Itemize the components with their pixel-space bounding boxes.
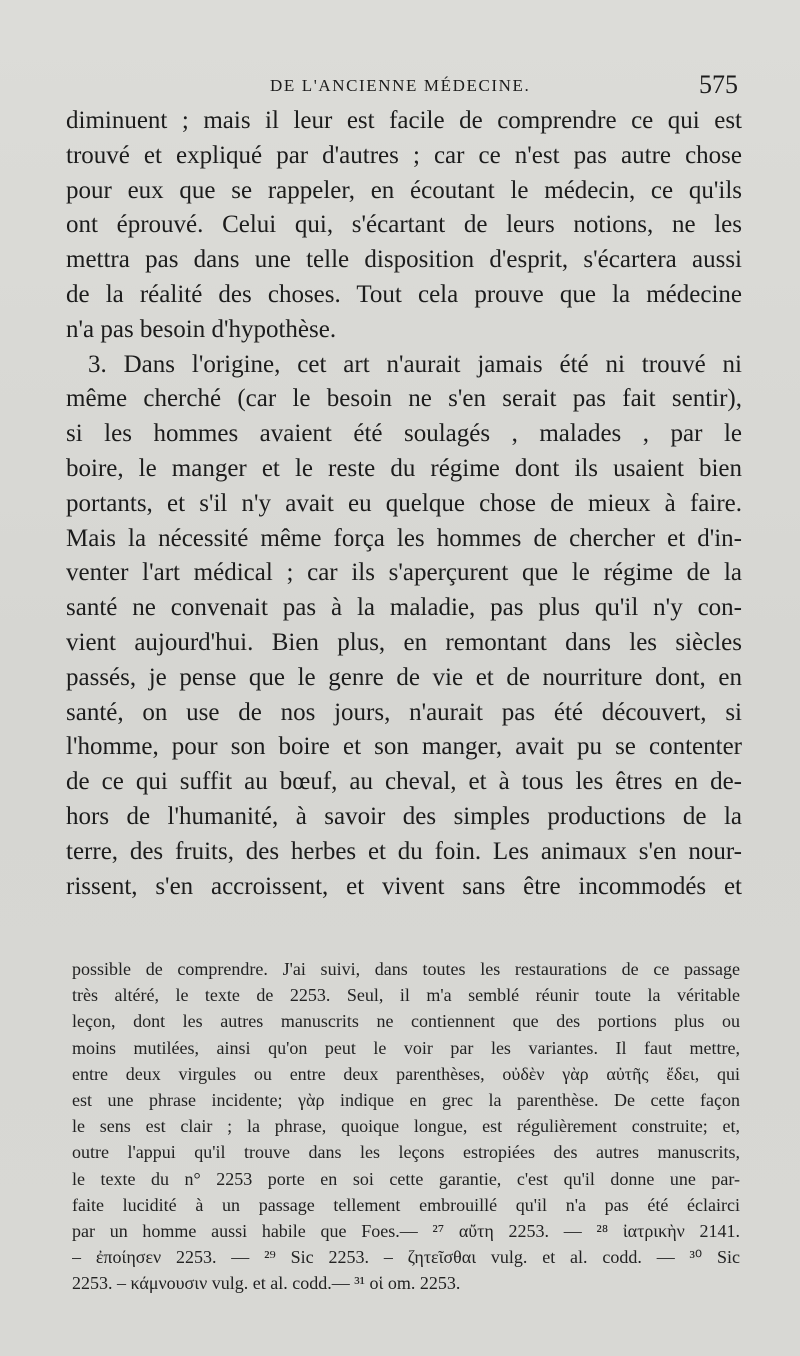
text-line: 3. Dans l'origine, cet art n'aurait jamais été ni trouvé ni bbox=[88, 350, 742, 378]
text-line: ont éprouvé. Celui qui, s'écartant de leurs notions, ne les bbox=[66, 211, 742, 239]
text-line: Mais la nécessité même força les hommes de chercher et d'in- bbox=[66, 524, 742, 552]
text-line: portants, et s'il n'y avait eu quelque chose de mieux à faire. bbox=[66, 489, 742, 517]
text-line: si les hommes avaient été soulagés , malades , par le bbox=[66, 420, 742, 448]
text-line: vient aujourd'hui. Bien plus, en remontant dans les siècles bbox=[66, 628, 742, 656]
text-line: mettra pas dans une telle disposition d'esprit, s'écartera aussi bbox=[66, 246, 742, 274]
footnotes bbox=[72, 956, 740, 1296]
footnote-line: entre deux virgules ou entre deux parenthèses, οὐδὲν γὰρ αὐτῆς ἔδει, qui bbox=[72, 1063, 740, 1084]
footnote-line: outre l'appui qu'il trouve dans les leçons estropiées des autres manuscrits, bbox=[72, 1142, 740, 1163]
text-line: trouvé et expliqué par d'autres ; car ce n'est pas autre chose bbox=[66, 141, 742, 169]
text-line: même cherché (car le besoin ne s'en serait pas fait sentir), bbox=[66, 385, 742, 413]
text-line: hors de l'humanité, à savoir des simples productions de la bbox=[66, 802, 742, 830]
text-line: pour eux que se rappeler, en écoutant le médecin, ce qu'ils bbox=[66, 176, 742, 204]
footnote-line: très altéré, le texte de 2253. Seul, il m'a semblé réunir toute la véritable bbox=[72, 985, 740, 1006]
text-line: terre, des fruits, des herbes et du foin. Les animaux s'en nour- bbox=[66, 837, 742, 865]
text-line: santé ne convenait pas à la maladie, pas plus qu'il n'y con- bbox=[66, 594, 742, 622]
text-line: de ce qui suffit au bœuf, au cheval, et à tous les êtres en de- bbox=[66, 768, 742, 796]
text-line: rissent, s'en accroissent, et vivent sans être incommodés et bbox=[66, 872, 742, 900]
text-line: diminuent ; mais il leur est facile de comprendre ce qui est bbox=[66, 107, 742, 134]
text-line: boire, le manger et le reste du régime dont ils usaient bien bbox=[66, 454, 742, 482]
footnote-line: – ἐποίησεν 2253. — ²⁹ Sic 2253. – ζητεῖσθαι vulg. et al. codd. — ³⁰ Sic bbox=[72, 1247, 740, 1268]
running-title: DE L'ANCIENNE MÉDECINE. bbox=[270, 76, 531, 95]
text-line: passés, je pense que le genre de vie et de nourriture dont, en bbox=[66, 663, 742, 691]
footnote-line: faite lucidité à un passage tellement embrouillé qu'il n'a pas été éclairci bbox=[72, 1194, 740, 1215]
page-number: 575 bbox=[699, 70, 738, 99]
main-text bbox=[66, 104, 742, 904]
footnote-line: le sens est clair ; la phrase, quoique longue, est régulièrement construite; et, bbox=[72, 1116, 740, 1137]
footnote-line: par un homme aussi habile que Foes.— ²⁷ αὔτη 2253. — ²⁸ ἰατρικὴν 2141. bbox=[72, 1220, 740, 1241]
text-line: l'homme, pour son boire et son manger, avait pu se contenter bbox=[66, 733, 742, 761]
footnote-line: est une phrase incidente; γὰρ indique en grec la parenthèse. De cette façon bbox=[72, 1089, 740, 1110]
footnote-line: 2253. – κάμνουσιν vulg. et al. codd.— ³¹ οἱ om. 2253. bbox=[72, 1273, 461, 1294]
footnote-line: possible de comprendre. J'ai suivi, dans toutes les restaurations de ce passage bbox=[72, 959, 740, 979]
text-line: santé, on use de nos jours, n'aurait pas été découvert, si bbox=[66, 698, 742, 726]
text-line: n'a pas besoin d'hypothèse. bbox=[66, 315, 337, 343]
text-line: venter l'art médical ; car ils s'aperçurent que le régime de la bbox=[66, 559, 742, 587]
footnote-line: leçon, dont les autres manuscrits ne contiennent que des portions plus ou bbox=[72, 1011, 740, 1032]
text-line: de la réalité des choses. Tout cela prouve que la médecine bbox=[66, 280, 742, 308]
footnote-line: moins mutilées, ainsi qu'on peut le voir par les variantes. Il faut mettre, bbox=[72, 1037, 740, 1058]
running-head bbox=[0, 70, 800, 102]
footnote-line: le texte du n° 2253 porte en soi cette garantie, c'est qu'il donne une par- bbox=[72, 1168, 740, 1189]
